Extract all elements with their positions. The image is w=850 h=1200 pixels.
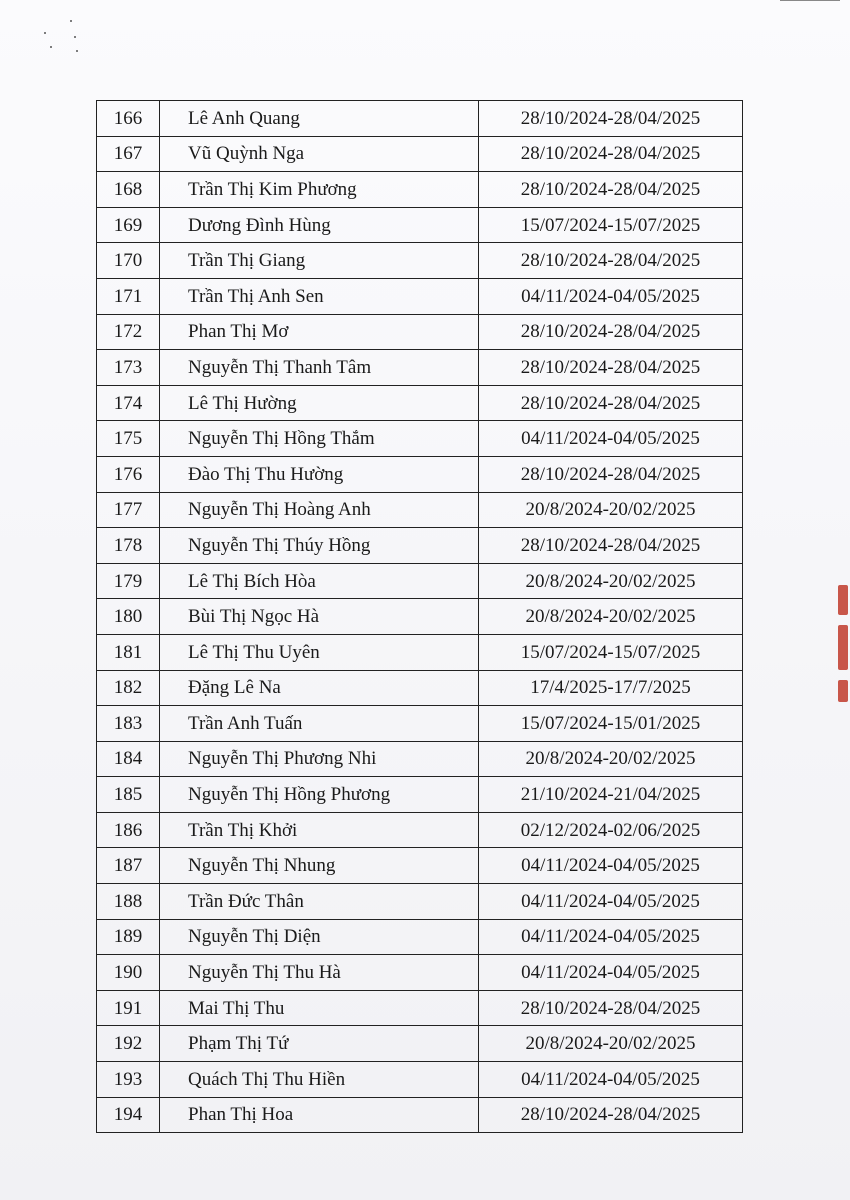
person-name-cell: Lê Thị Hường <box>160 385 479 421</box>
table-row <box>97 278 743 314</box>
period-cell: 28/10/2024-28/04/2025 <box>479 350 743 386</box>
person-name-cell: Nguyễn Thị Diện <box>160 919 479 955</box>
period-cell: 20/8/2024-20/02/2025 <box>479 741 743 777</box>
table-row <box>97 599 743 635</box>
person-name-cell: Lê Thị Thu Uyên <box>160 634 479 670</box>
period-cell: 28/10/2024-28/04/2025 <box>479 456 743 492</box>
person-name-cell: Nguyễn Thị Hồng Thắm <box>160 421 479 457</box>
person-name-cell: Nguyễn Thị Phương Nhi <box>160 741 479 777</box>
person-name-cell: Trần Anh Tuấn <box>160 706 479 742</box>
person-name-cell: Bùi Thị Ngọc Hà <box>160 599 479 635</box>
row-number-cell: 181 <box>97 634 160 670</box>
table-row <box>97 812 743 848</box>
person-name-cell: Đào Thị Thu Hường <box>160 456 479 492</box>
period-cell: 04/11/2024-04/05/2025 <box>479 421 743 457</box>
row-number-cell: 168 <box>97 172 160 208</box>
person-name-cell: Nguyễn Thị Nhung <box>160 848 479 884</box>
person-name-cell: Trần Đức Thân <box>160 884 479 920</box>
person-name-cell: Dương Đình Hùng <box>160 207 479 243</box>
period-cell: 04/11/2024-04/05/2025 <box>479 884 743 920</box>
roster-table-body <box>97 101 743 1133</box>
table-row <box>97 670 743 706</box>
scan-edge-line <box>780 0 840 1</box>
row-number-cell: 178 <box>97 528 160 564</box>
period-cell: 15/07/2024-15/07/2025 <box>479 207 743 243</box>
table-row <box>97 385 743 421</box>
row-number-cell: 194 <box>97 1097 160 1133</box>
period-cell: 28/10/2024-28/04/2025 <box>479 172 743 208</box>
person-name-cell: Lê Thị Bích Hòa <box>160 563 479 599</box>
period-cell: 28/10/2024-28/04/2025 <box>479 385 743 421</box>
table-row <box>97 706 743 742</box>
period-cell: 28/10/2024-28/04/2025 <box>479 243 743 279</box>
row-number-cell: 191 <box>97 990 160 1026</box>
row-number-cell: 190 <box>97 955 160 991</box>
table-row <box>97 528 743 564</box>
table-row <box>97 243 743 279</box>
row-number-cell: 167 <box>97 136 160 172</box>
row-number-cell: 170 <box>97 243 160 279</box>
person-name-cell: Nguyễn Thị Thúy Hồng <box>160 528 479 564</box>
table-row <box>97 207 743 243</box>
row-number-cell: 186 <box>97 812 160 848</box>
row-number-cell: 171 <box>97 278 160 314</box>
period-cell: 28/10/2024-28/04/2025 <box>479 136 743 172</box>
person-name-cell: Mai Thị Thu <box>160 990 479 1026</box>
row-number-cell: 166 <box>97 101 160 137</box>
row-number-cell: 175 <box>97 421 160 457</box>
person-name-cell: Trần Thị Khởi <box>160 812 479 848</box>
period-cell: 20/8/2024-20/02/2025 <box>479 492 743 528</box>
table-row <box>97 101 743 137</box>
row-number-cell: 172 <box>97 314 160 350</box>
table-row <box>97 884 743 920</box>
person-name-cell: Nguyễn Thị Thu Hà <box>160 955 479 991</box>
table-row <box>97 955 743 991</box>
person-name-cell: Phạm Thị Tứ <box>160 1026 479 1062</box>
person-name-cell: Trần Thị Anh Sen <box>160 278 479 314</box>
period-cell: 28/10/2024-28/04/2025 <box>479 990 743 1026</box>
row-number-cell: 185 <box>97 777 160 813</box>
period-cell: 04/11/2024-04/05/2025 <box>479 278 743 314</box>
period-cell: 04/11/2024-04/05/2025 <box>479 848 743 884</box>
person-name-cell: Phan Thị Mơ <box>160 314 479 350</box>
person-name-cell: Nguyễn Thị Hoàng Anh <box>160 492 479 528</box>
row-number-cell: 189 <box>97 919 160 955</box>
person-name-cell: Nguyễn Thị Thanh Tâm <box>160 350 479 386</box>
person-name-cell: Trần Thị Giang <box>160 243 479 279</box>
row-number-cell: 183 <box>97 706 160 742</box>
table-row <box>97 492 743 528</box>
period-cell: 20/8/2024-20/02/2025 <box>479 1026 743 1062</box>
period-cell: 04/11/2024-04/05/2025 <box>479 1062 743 1098</box>
table-row <box>97 1026 743 1062</box>
person-name-cell: Nguyễn Thị Hồng Phương <box>160 777 479 813</box>
period-cell: 04/11/2024-04/05/2025 <box>479 919 743 955</box>
period-cell: 15/07/2024-15/07/2025 <box>479 634 743 670</box>
period-cell: 02/12/2024-02/06/2025 <box>479 812 743 848</box>
person-name-cell: Vũ Quỳnh Nga <box>160 136 479 172</box>
scan-specks <box>36 18 96 58</box>
person-name-cell: Đặng Lê Na <box>160 670 479 706</box>
red-stamp-edge <box>838 585 850 715</box>
person-name-cell: Quách Thị Thu Hiền <box>160 1062 479 1098</box>
table-row <box>97 777 743 813</box>
period-cell: 21/10/2024-21/04/2025 <box>479 777 743 813</box>
table-row <box>97 136 743 172</box>
period-cell: 17/4/2025-17/7/2025 <box>479 670 743 706</box>
row-number-cell: 182 <box>97 670 160 706</box>
table-row <box>97 172 743 208</box>
row-number-cell: 179 <box>97 563 160 599</box>
row-number-cell: 174 <box>97 385 160 421</box>
period-cell: 28/10/2024-28/04/2025 <box>479 101 743 137</box>
table-row <box>97 421 743 457</box>
row-number-cell: 176 <box>97 456 160 492</box>
person-name-cell: Trần Thị Kim Phương <box>160 172 479 208</box>
table-row <box>97 919 743 955</box>
row-number-cell: 169 <box>97 207 160 243</box>
table-row <box>97 1097 743 1133</box>
table-row <box>97 634 743 670</box>
row-number-cell: 177 <box>97 492 160 528</box>
table-row <box>97 350 743 386</box>
table-row <box>97 456 743 492</box>
person-name-cell: Lê Anh Quang <box>160 101 479 137</box>
period-cell: 28/10/2024-28/04/2025 <box>479 528 743 564</box>
period-cell: 28/10/2024-28/04/2025 <box>479 1097 743 1133</box>
row-number-cell: 192 <box>97 1026 160 1062</box>
roster-table <box>96 100 743 1133</box>
row-number-cell: 173 <box>97 350 160 386</box>
period-cell: 20/8/2024-20/02/2025 <box>479 599 743 635</box>
row-number-cell: 184 <box>97 741 160 777</box>
period-cell: 28/10/2024-28/04/2025 <box>479 314 743 350</box>
table-row <box>97 741 743 777</box>
period-cell: 20/8/2024-20/02/2025 <box>479 563 743 599</box>
table-row <box>97 563 743 599</box>
table-row <box>97 1062 743 1098</box>
person-name-cell: Phan Thị Hoa <box>160 1097 479 1133</box>
table-row <box>97 314 743 350</box>
table-row <box>97 848 743 884</box>
period-cell: 15/07/2024-15/01/2025 <box>479 706 743 742</box>
period-cell: 04/11/2024-04/05/2025 <box>479 955 743 991</box>
row-number-cell: 187 <box>97 848 160 884</box>
table-row <box>97 990 743 1026</box>
row-number-cell: 180 <box>97 599 160 635</box>
row-number-cell: 193 <box>97 1062 160 1098</box>
row-number-cell: 188 <box>97 884 160 920</box>
